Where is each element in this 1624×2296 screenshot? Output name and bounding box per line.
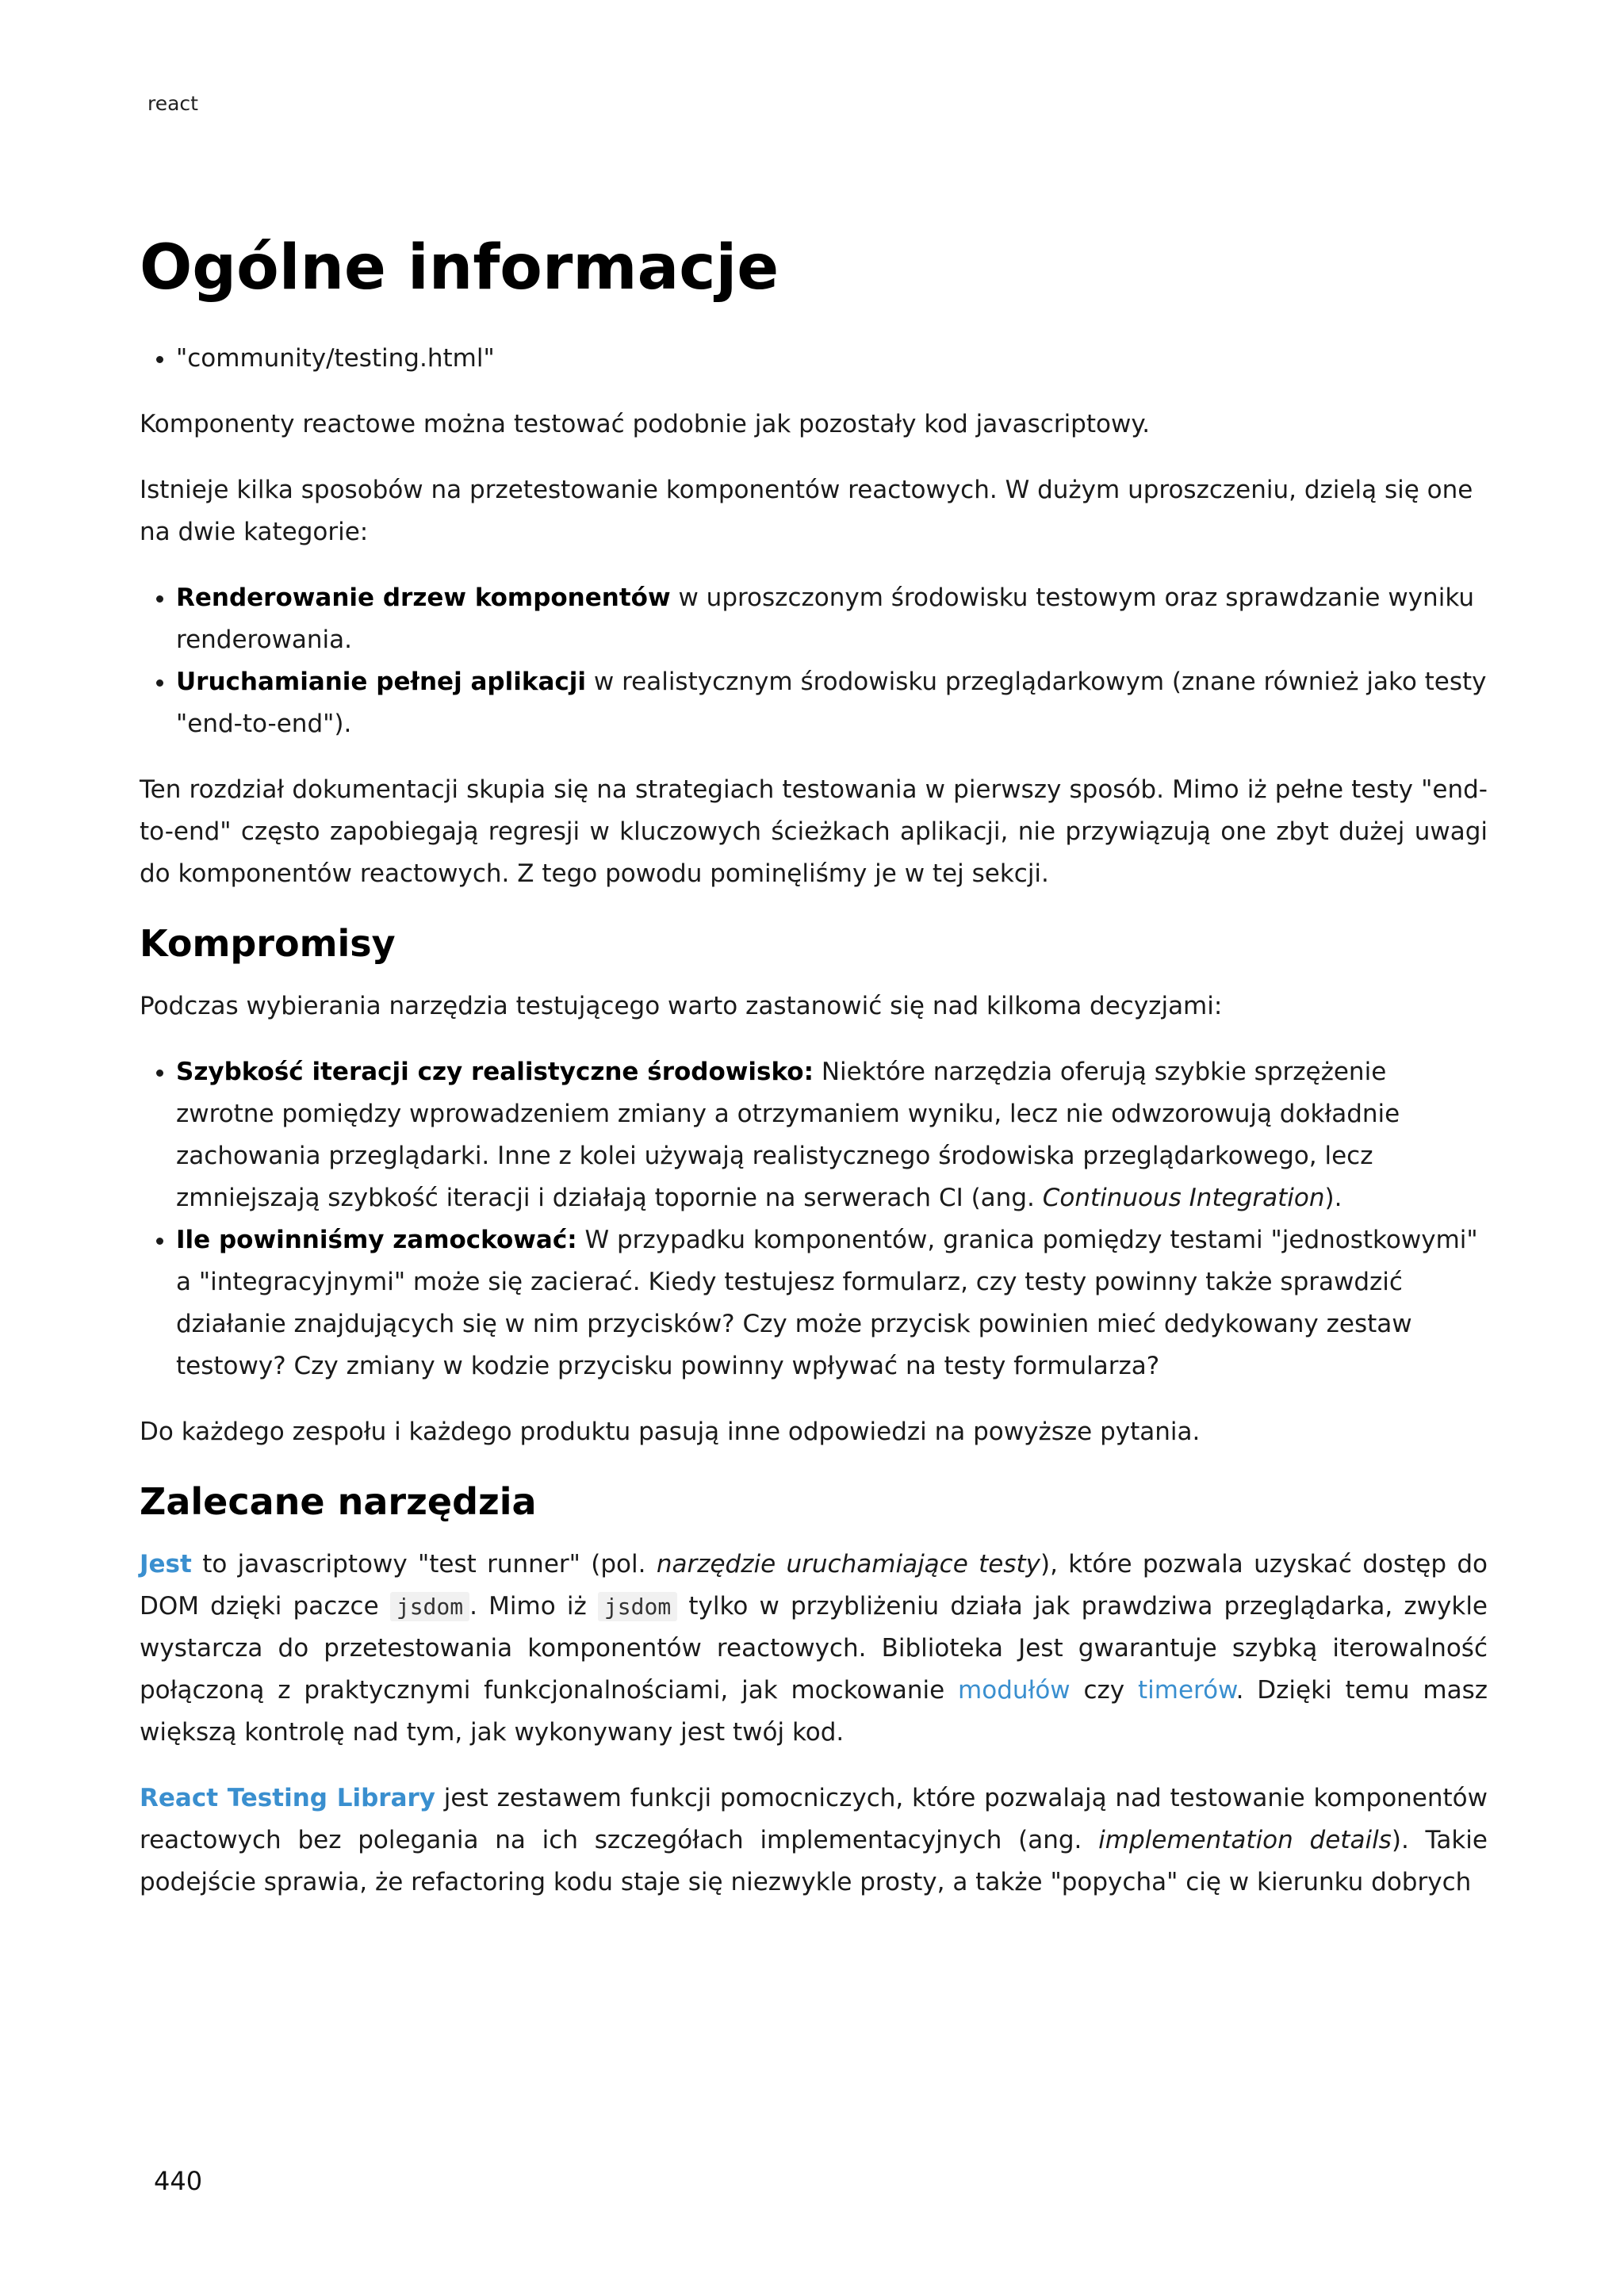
page-content (140, 228, 1488, 1927)
tradeoffs-heading: Kompromisy (140, 922, 396, 965)
jsdom-code-2: jsdom (598, 1592, 677, 1621)
chapter-focus-paragraph: Ten rozdział dokumentacji skupia się na strategiach testowania w pierwszy sposób. Mimo iż pełne testy "end-to-end" często zapobiegają regresji w kluczowych ścieżkach aplikacji, nie przywiązują one zbyt dużej uwagi do komponentów reactowych. Z tego powodu pominęliśmy je w tej sekcji. (140, 775, 1488, 888)
tradeoff-bold: Szybkość iteracji czy realistyczne środowisko: (176, 1058, 814, 1086)
intro-paragraph-1: Komponenty reactowe można testować podobnie jak pozostały kod javascriptowy. (140, 410, 1151, 438)
timers-link[interactable]: timerów (1137, 1676, 1236, 1705)
jest-text-6: . Dzięki temu masz większą kontrolę nad tym, jak wykonywany jest twój kod. (140, 1676, 1488, 1747)
jest-text-2: ), które pozwala uzyskać dostęp do DOM dzięki paczce (140, 1550, 1488, 1621)
tradeoffs-list (140, 1051, 1488, 1387)
jest-link[interactable]: Jest (140, 1550, 192, 1578)
list-item (176, 661, 1488, 745)
jest-text-1: to javascriptowy "test runner" (pol. (191, 1550, 657, 1578)
tradeoff-italic: Continuous Integration (1042, 1184, 1325, 1212)
categories-list (140, 577, 1488, 745)
jsdom-code-1: jsdom (390, 1592, 469, 1621)
tradeoff-text: Niektóre narzędzia oferują szybkie sprzężenie zwrotne pomiędzy wprowadzeniem zmiany a otrzymaniem wyniku, lecz nie odwzorowują dokładnie zachowania przeglądarki. Inne z kolei używają realistycznego środowiska przeglądarkowego, lecz zmniejszają szybkość iteracji i działają topornie na serwerach CI (ang. (176, 1058, 1400, 1212)
modules-link[interactable]: modułów (958, 1676, 1071, 1705)
jest-paragraph (140, 1544, 1488, 1754)
tradeoffs-outro: Do każdego zespołu i każdego produktu pasują inne odpowiedzi na powyższe pytania. (140, 1418, 1201, 1446)
list-item (176, 1051, 1488, 1219)
category-text: w realistycznym środowisku przeglądarkowym (znane również jako testy "end-to-end"). (176, 668, 1487, 738)
category-bold: Uruchamianie pełnej aplikacji (176, 668, 587, 696)
jest-italic: narzędzie uruchamiające testy (656, 1550, 1041, 1578)
jest-text-3: . Mimo iż (469, 1592, 598, 1621)
rtl-italic: implementation details (1098, 1826, 1392, 1854)
intro-paragraph-2: Istnieje kilka sposobów na przetestowanie komponentów reactowych. W dużym uproszczeniu, dzielą się one na dwie kategorie: (140, 476, 1473, 546)
rtl-text-1: jest zestawem funkcji pomocniczych, które pozwalają nad testowanie komponentów reactowych bez polegania na ich szczegółach implementacyjnych (ang. (140, 1784, 1488, 1854)
jest-text-4: tylko w przybliżeniu działa jak prawdziwa przeglądarka, zwykle wystarcza do przetestowania komponentów reactowych. Biblioteka Jest gwarantuje szybką iterowalność połączoną z praktycznymi funkcjonalnościami, jak mockowanie (140, 1592, 1488, 1705)
react-testing-library-link[interactable]: React Testing Library (140, 1784, 435, 1812)
rtl-text-2: ). Takie podejście sprawia, że refactoring kodu staje się niezwykle prosty, a także "popycha" cię w kierunku dobrych (140, 1826, 1488, 1896)
tradeoff-tail: ). (1324, 1184, 1342, 1212)
tradeoff-text: W przypadku komponentów, granica pomiędzy testami "jednostkowymi" a "integracyjnymi" może się zacierać. Kiedy testujesz formularz, czy testy powinny także sprawdzić działanie znajdujących się w nim przycisków? Czy może przycisk powinien mieć dedykowany zestaw testowy? Czy zmiany w kodzie przycisku powinny wpływać na testy formularza? (176, 1226, 1478, 1380)
running-header: react (147, 92, 198, 115)
source-list (140, 338, 1488, 380)
tradeoff-bold: Ile powinniśmy zamockować: (176, 1226, 577, 1254)
list-item (176, 577, 1488, 661)
category-text: w uproszczonym środowisku testowym oraz sprawdzanie wyniku renderowania. (176, 584, 1474, 654)
list-item (176, 1219, 1488, 1387)
page-number: 440 (154, 2166, 203, 2196)
category-bold: Renderowanie drzew komponentów (176, 584, 671, 612)
rtl-paragraph (140, 1777, 1488, 1904)
jest-text-5: czy (1070, 1676, 1138, 1705)
tools-heading: Zalecane narzędzia (140, 1480, 537, 1523)
source-item: • "community/testing.html" (176, 338, 1488, 380)
page-title: Ogólne informacje (140, 232, 779, 304)
tradeoffs-intro: Podczas wybierania narzędzia testującego warto zastanowić się nad kilkoma decyzjami: (140, 992, 1223, 1020)
